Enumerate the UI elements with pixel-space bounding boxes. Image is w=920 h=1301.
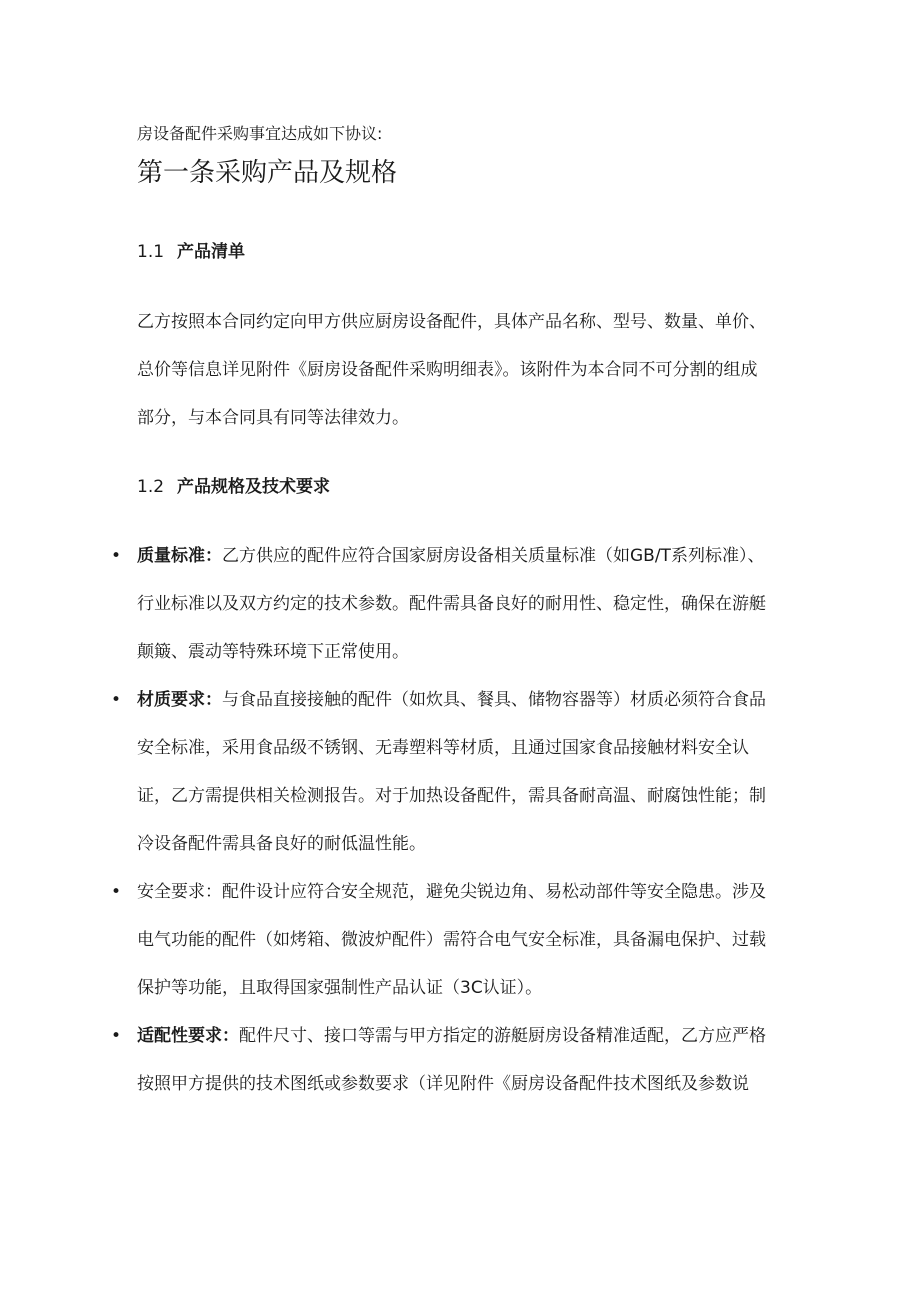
paragraph-line: 总价等信息详见附件《厨房设备配件采购明细表》。该附件为本合同不可分割的组成	[137, 360, 758, 380]
bullet-icon: •	[110, 882, 122, 902]
list-item-body	[137, 868, 777, 1012]
bullet-icon: •	[110, 690, 122, 710]
list-item-line: 安全标准，采用食品级不锈钢、无毒塑料等材质，且通过国家食品接触材料安全认	[137, 738, 749, 758]
section-number: 1.1	[137, 242, 165, 262]
list-item-first-line	[137, 676, 777, 724]
list-item-line: 冷设备配件需具备良好的耐低温性能。	[137, 834, 426, 854]
section-title: 产品规格及技术要求	[177, 477, 330, 497]
section-title: 产品清单	[177, 242, 245, 262]
section-1-1-paragraph	[137, 298, 777, 442]
list-item-line: 保护等功能，且取得国家强制性产品认证（3C认证）。	[137, 978, 543, 998]
list-item-line: 按照甲方提供的技术图纸或参数要求（详见附件《厨房设备配件技术图纸及参数说	[137, 1074, 749, 1094]
bullet-icon: •	[110, 546, 122, 566]
list-item-lead: 材质要求：	[137, 690, 222, 710]
list-item-first-line	[137, 868, 777, 916]
paragraph-line: 部分，与本合同具有同等法律效力。	[137, 408, 409, 428]
list-item-body	[137, 532, 777, 676]
intro-text: 房设备配件采购事宜达成如下协议:	[137, 124, 383, 143]
bullet-icon: •	[110, 1026, 122, 1046]
list-item-text: 安全要求：配件设计应符合安全规范，避免尖锐边角、易松动部件等安全隐患。涉及	[137, 882, 766, 902]
paragraph-line: 乙方按照本合同约定向甲方供应厨房设备配件，具体产品名称、型号、数量、单价、	[137, 312, 766, 332]
list-item-material	[0, 676, 920, 868]
list-item-text: 配件尺寸、接口等需与甲方指定的游艇厨房设备精准适配，乙方应严格	[239, 1026, 766, 1046]
list-item-body	[137, 1012, 777, 1108]
list-item-safety	[0, 868, 920, 1012]
section-heading-1-2	[137, 474, 330, 500]
list-item-lead: 质量标准：	[137, 546, 222, 566]
article-title: 第一条采购产品及规格	[137, 158, 398, 188]
list-item-first-line	[137, 1012, 777, 1060]
section-number: 1.2	[137, 477, 165, 497]
list-item-quality	[0, 532, 920, 676]
list-item-line: 电气功能的配件（如烤箱、微波炉配件）需符合电气安全标准，具备漏电保护、过载	[137, 930, 766, 950]
list-item-line: 行业标准以及双方约定的技术参数。配件需具备良好的耐用性、稳定性，确保在游艇	[137, 594, 766, 614]
list-item-text: 乙方供应的配件应符合国家厨房设备相关质量标准（如GB/T系列标准）、	[222, 546, 765, 566]
list-item-text: 与食品直接接触的配件（如炊具、餐具、储物容器等）材质必须符合食品	[222, 690, 766, 710]
list-item-line: 证，乙方需提供相关检测报告。对于加热设备配件，需具备耐高温、耐腐蚀性能；制	[137, 786, 766, 806]
section-heading-1-1	[137, 239, 245, 265]
list-item-body	[137, 676, 777, 868]
list-item-lead: 适配性要求：	[137, 1026, 239, 1046]
list-item-first-line	[137, 532, 777, 580]
list-item-line: 颠簸、震动等特殊环境下正常使用。	[137, 642, 409, 662]
requirements-list	[0, 532, 920, 1108]
list-item-compatibility	[0, 1012, 920, 1108]
